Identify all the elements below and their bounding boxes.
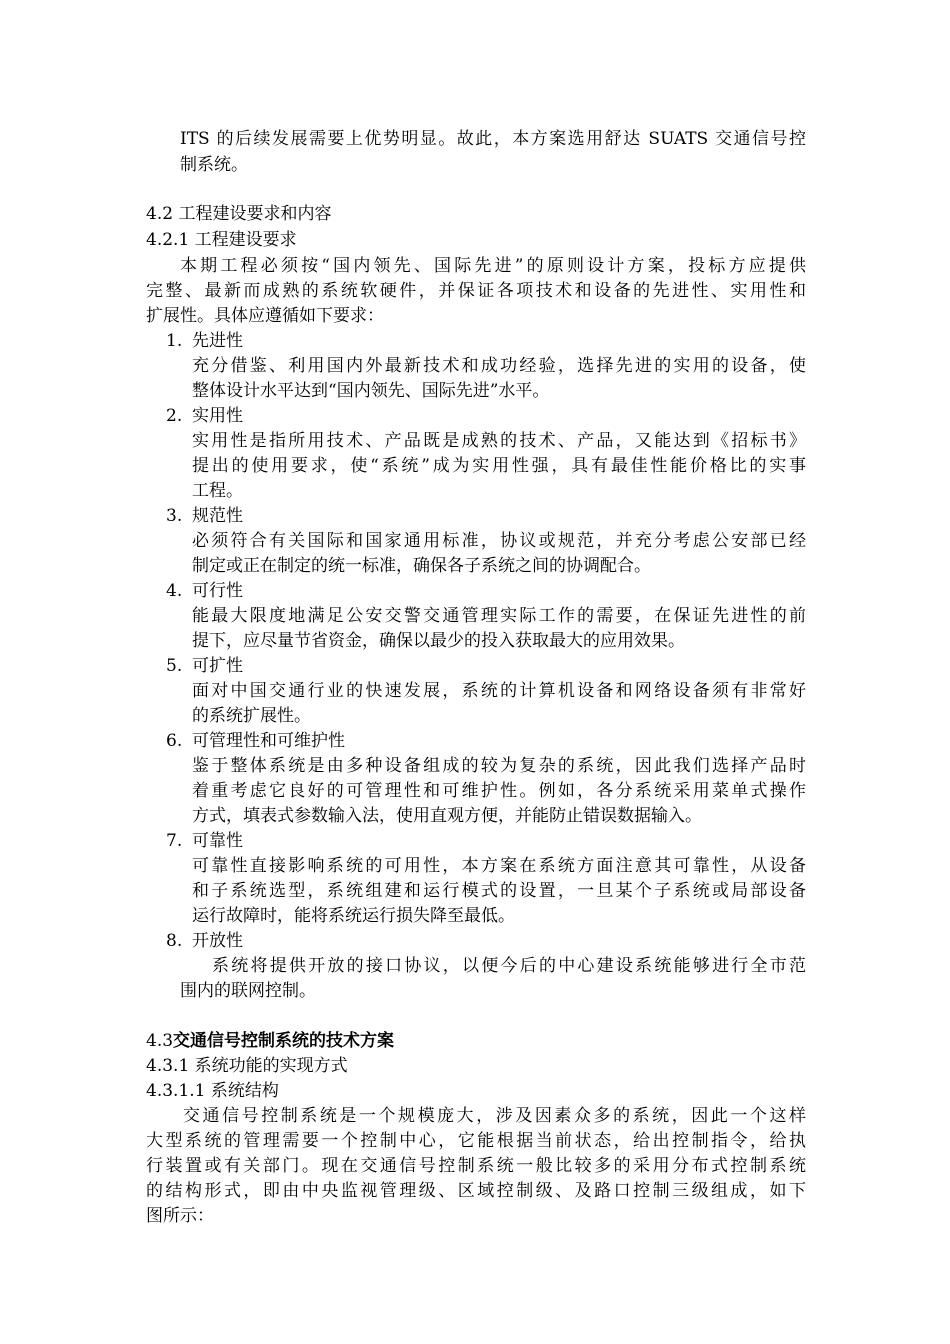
list-item-desc: 可靠性直接影响系统的可用性，本方案在系统方面注意其可靠性，从设备 [192,856,806,876]
list-item-desc: 能最大限度地满足公安交警交通管理实际工作的需要，在保证先进性的前 [192,606,806,626]
section-heading-4-3: 4.3交通信号控制系统的技术方案 [146,1031,395,1051]
list-item-title: 1. 先进性 [166,331,243,351]
list-item-desc: 提下，应尽量节省资金，确保以最少的投入获取最大的应用效果。 [192,631,685,651]
list-item-desc: 着重考虑它良好的可管理性和可维护性。例如，各分系统采用菜单式操作 [192,781,806,801]
list-item-desc: 提出的使用要求，使“系统”成为实用性强，具有最佳性能价格比的实事 [192,456,806,476]
list-item-desc: 方式，填表式参数输入法，使用直观方便，并能防止错误数据输入。 [192,806,702,826]
list-item-desc: 的系统扩展性。 [192,706,311,726]
paragraph-line: 的结构形式，即由中央监视管理级、区域控制级、及路口控制三级组成，如下 [146,1181,806,1201]
list-item-desc: 整体设计水平达到“国内领先、国际先进”水平。 [192,381,550,401]
list-item-desc: 和子系统选型，系统组建和运行模式的设置，一旦某个子系统或局部设备 [192,881,806,901]
list-item-title: 8. 开放性 [166,931,243,951]
list-item-title: 6. 可管理性和可维护性 [166,731,345,751]
intro-line: ITS 的后续发展需要上优势明显。故此，本方案选用舒达 SUATS 交通信号控 [180,129,806,149]
paragraph-line: 图所示： [146,1206,214,1226]
list-item-title: 5. 可扩性 [166,656,243,676]
paragraph-line: 交通信号控制系统是一个规模庞大，涉及因素众多的系统，因此一个这样 [183,1106,806,1126]
list-item-desc: 鉴于整体系统是由多种设备组成的较为复杂的系统，因此我们选择产品时 [192,756,806,776]
paragraph-line: 本期工程必须按“国内领先、国际先进”的原则设计方案，投标方应提供 [180,256,806,276]
list-item-desc: 系统将提供开放的接口协议，以便今后的中心建设系统能够进行全市范 [212,956,806,976]
list-item-title: 2. 实用性 [166,406,243,426]
list-item-desc: 围内的联网控制。 [180,981,316,1001]
subsection-heading-4-2-1: 4.2.1 工程建设要求 [146,230,297,250]
paragraph-line: 大型系统的管理需要一个控制中心，它能根据当前状态，给出控制指令，给执 [146,1131,806,1151]
paragraph-line: 完整、最新而成熟的系统软硬件，并保证各项技术和设备的先进性、实用性和 [146,281,806,301]
list-item-title: 4. 可行性 [166,581,243,601]
list-item-desc: 充分借鉴、利用国内外最新技术和成功经验，选择先进的实用的设备，使 [192,356,806,376]
list-item-desc: 制定或正在制定的统一标准，确保各子系统之间的协调配合。 [192,556,651,576]
subsection-heading-4-3-1-1: 4.3.1.1 系统结构 [146,1081,279,1101]
list-item-desc: 运行故障时，能将系统运行损失降至最低。 [192,906,515,926]
paragraph-line: 行装置或有关部门。现在交通信号控制系统一般比较多的采用分布式控制系统 [146,1156,806,1176]
list-item-desc: 面对中国交通行业的快速发展，系统的计算机设备和网络设备须有非常好 [192,681,806,701]
list-item-desc: 必须符合有关国际和国家通用标准，协议或规范，并充分考虑公安部已经 [192,531,806,551]
list-item-desc: 实用性是指所用技术、产品既是成熟的技术、产品，又能达到《招标书》 [192,431,806,451]
subsection-heading-4-3-1: 4.3.1 系统功能的实现方式 [146,1056,348,1076]
paragraph-line: 扩展性。具体应遵循如下要求： [146,306,384,326]
list-item-desc: 工程。 [192,481,243,501]
list-item-title: 7. 可靠性 [166,831,243,851]
section-heading-4-2: 4.2 工程建设要求和内容 [146,204,332,224]
intro-line: 制系统。 [180,155,248,175]
list-item-title: 3. 规范性 [166,506,243,526]
